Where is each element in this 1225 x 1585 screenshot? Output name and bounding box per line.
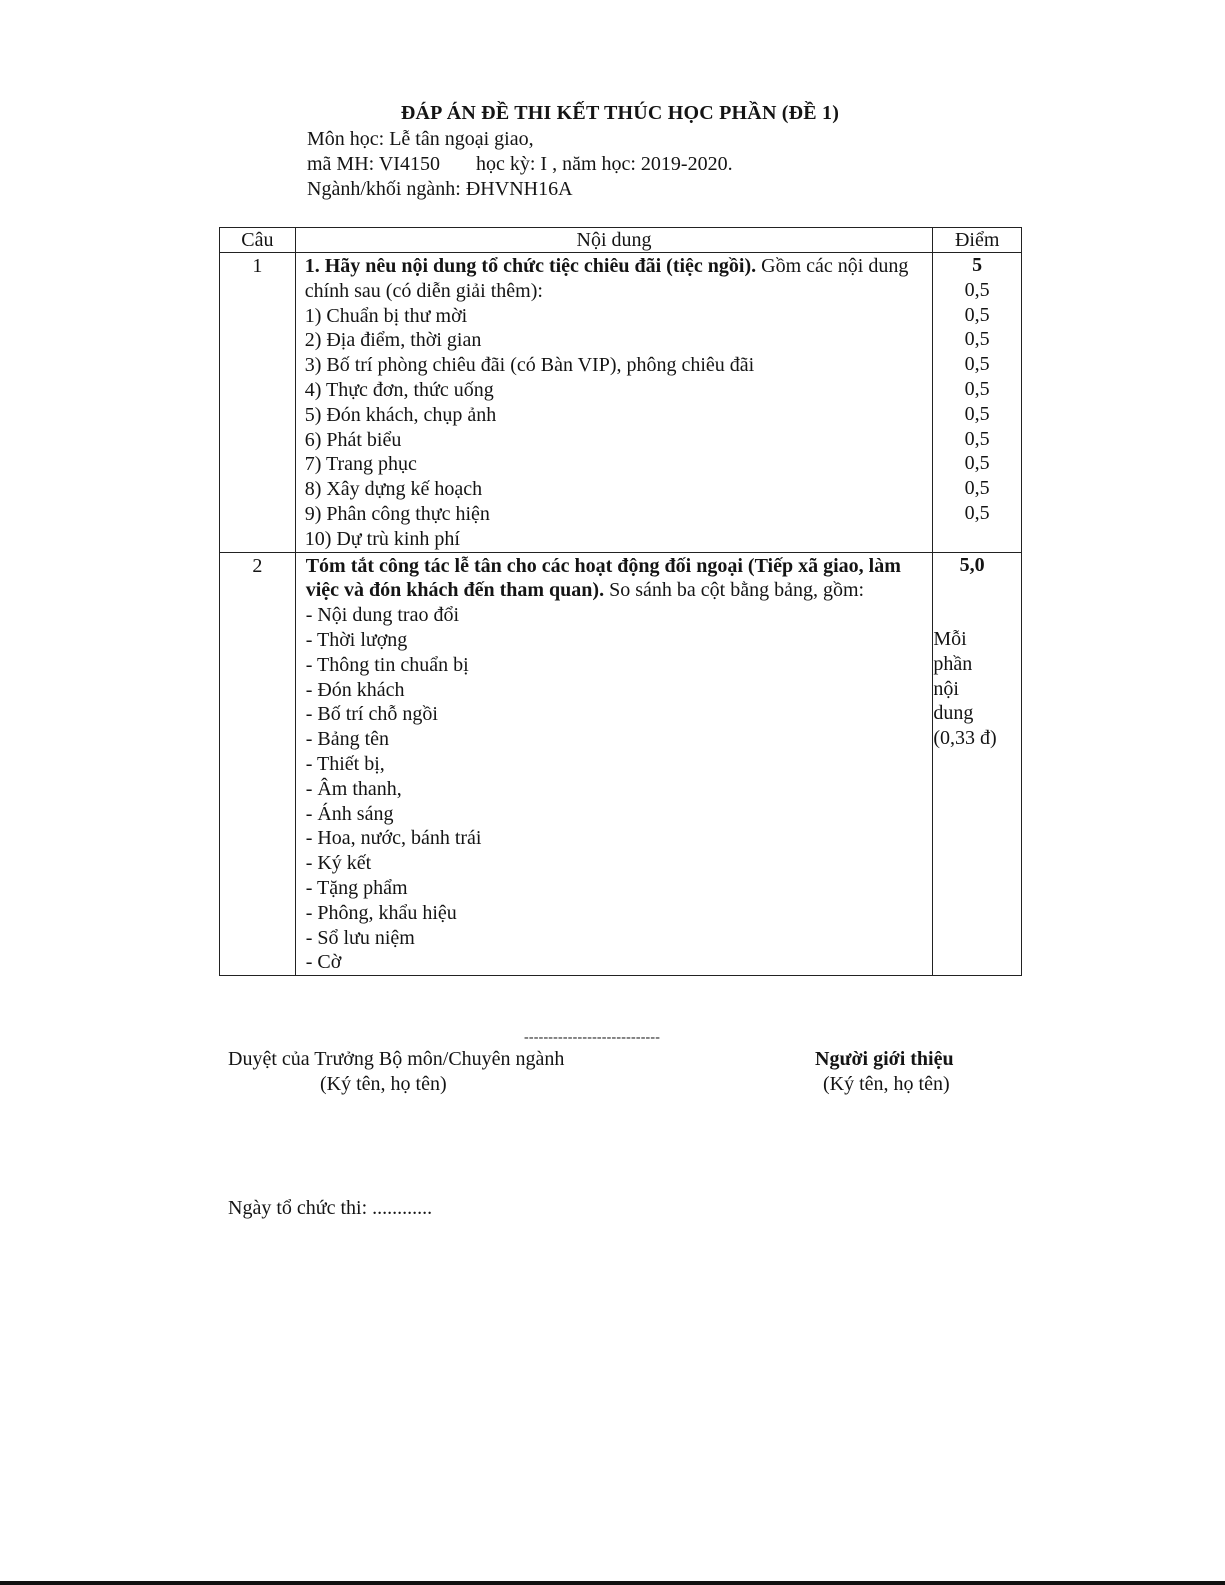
answer-table xyxy=(219,227,1022,976)
question-number: 1 xyxy=(220,253,296,553)
question-heading-rest: Gồm các nội dung chính sau (có diễn giải thêm): xyxy=(304,255,909,302)
total-points xyxy=(933,253,1021,278)
item-points: 0,5 xyxy=(964,353,990,376)
header-content: Nội dung xyxy=(295,228,933,253)
list-item: - Sổ lưu niệm xyxy=(305,926,415,949)
separator-line: ---------------------------- xyxy=(524,1030,661,1045)
approver-signature-block xyxy=(228,1048,564,1096)
question-heading-bold: 1. Hãy nêu nội dung tổ chức tiệc chiêu đãi (tiệc ngồi). xyxy=(304,255,757,277)
list-item: - Ký kết xyxy=(305,852,372,875)
item-points: 0,5 xyxy=(964,278,990,301)
list-item: - Cờ xyxy=(305,951,342,974)
major-line: Ngành/khối ngành: ĐHVNH16A xyxy=(307,178,573,200)
points-note: nội xyxy=(933,677,959,700)
list-item: 9) Phân công thực hiện xyxy=(304,502,490,525)
list-item: 6) Phát biểu xyxy=(304,428,402,451)
list-item: 2) Địa điểm, thời gian xyxy=(304,329,482,352)
header-points: Điểm xyxy=(933,228,1022,253)
list-item: - Đón khách xyxy=(305,678,405,701)
points-cell xyxy=(933,253,1022,553)
list-item: 8) Xây dựng kế hoạch xyxy=(304,478,483,501)
course-info-row xyxy=(307,153,733,176)
question-heading-rest: So sánh ba cột bằng bảng, gồm: xyxy=(604,579,865,602)
points-note: phần xyxy=(933,652,973,675)
question-row-2 xyxy=(220,552,1022,976)
item-points: 0,5 xyxy=(964,402,990,425)
presenter-note: (Ký tên, họ tên) xyxy=(823,1073,950,1095)
list-item: - Thời lượng xyxy=(305,628,408,651)
approver-note: (Ký tên, họ tên) xyxy=(320,1073,447,1095)
list-item: 3) Bố trí phòng chiêu đãi (có Bàn VIP), phông chiêu đãi xyxy=(304,354,755,377)
list-item: - Bố trí chỗ ngồi xyxy=(305,703,438,726)
scan-edge-divider xyxy=(0,1581,1225,1585)
list-item: - Bảng tên xyxy=(305,728,389,751)
item-points: 0,5 xyxy=(964,427,990,450)
question-heading-bold: Tóm tắt công tác lễ tân cho các hoạt động đối ngoại (Tiếp xã giao, làm việc và đón khách đến tham quan). xyxy=(305,554,901,602)
points-cell xyxy=(933,552,1022,976)
question-heading xyxy=(305,254,925,304)
question-number: 2 xyxy=(220,552,296,976)
list-item: 10) Dự trù kinh phí xyxy=(304,527,460,550)
points-note: Mỗi xyxy=(933,627,967,650)
question-content xyxy=(295,253,933,553)
item-points: 0,5 xyxy=(964,328,990,351)
exam-date-line: Ngày tổ chức thi: ............ xyxy=(228,1197,433,1219)
list-item: - Hoa, nước, bánh trái xyxy=(305,827,482,850)
table-header-row xyxy=(220,228,1022,253)
question-heading xyxy=(306,554,925,604)
semester-info: học kỳ: I , năm học: 2019-2020. xyxy=(475,153,733,175)
presenter-title: Người giới thiệu xyxy=(815,1048,954,1070)
total-points-value: 5 xyxy=(972,254,983,276)
list-item: - Thiết bị, xyxy=(305,752,385,775)
item-points: 0,5 xyxy=(964,501,990,524)
list-item: - Nội dung trao đổi xyxy=(305,604,459,627)
total-points-value: 5,0 xyxy=(959,553,985,576)
question-row-1 xyxy=(220,253,1022,553)
list-item: - Tặng phẩm xyxy=(305,876,408,899)
header-question: Câu xyxy=(220,228,296,253)
question-content xyxy=(295,552,933,976)
list-item: - Âm thanh, xyxy=(305,777,402,800)
list-item: 5) Đón khách, chụp ảnh xyxy=(304,403,497,426)
list-item: 7) Trang phục xyxy=(304,453,417,476)
item-points: 0,5 xyxy=(964,303,990,326)
total-points xyxy=(923,553,1021,578)
approver-title: Duyệt của Trưởng Bộ môn/Chuyên ngành xyxy=(228,1048,565,1070)
points-spacer xyxy=(933,602,1021,627)
item-points: 0,5 xyxy=(964,377,990,400)
course-code: mã MH: VI4150 xyxy=(307,153,440,175)
list-item: - Phông, khẩu hiệu xyxy=(305,901,457,924)
item-points: 0,5 xyxy=(964,452,990,475)
list-item: 1) Chuẩn bị thư mời xyxy=(304,304,468,327)
list-item: - Thông tin chuẩn bị xyxy=(305,653,469,676)
points-note: dung xyxy=(933,702,974,725)
presenter-signature-block xyxy=(815,1048,954,1096)
list-item: 4) Thực đơn, thức uống xyxy=(304,378,494,401)
points-note: (0,33 đ) xyxy=(933,727,997,750)
document-title: ĐÁP ÁN ĐỀ THI KẾT THÚC HỌC PHẦN (ĐỀ 1) xyxy=(400,102,840,124)
points-spacer xyxy=(933,577,1021,602)
item-points: 0,5 xyxy=(964,477,990,500)
list-item: - Ánh sáng xyxy=(305,802,394,825)
subject-line: Môn học: Lễ tân ngoại giao, xyxy=(307,128,534,150)
